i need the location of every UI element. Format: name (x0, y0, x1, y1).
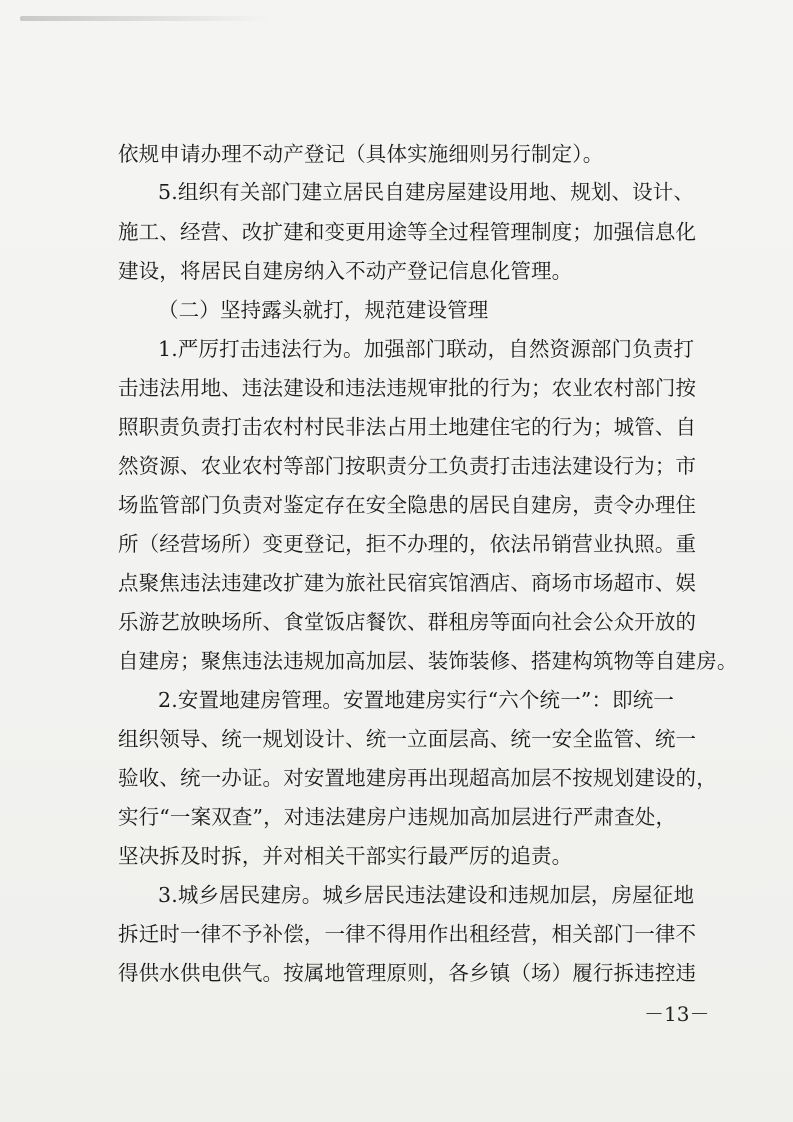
text-line: 点聚焦违法违建改扩建为旅社民宿宾馆酒店、商场市场超市、娱 (118, 571, 697, 595)
text-line: 2.安置地建房管理。安置地建房实行“六个统一”：即统一 (158, 688, 675, 712)
text-line: 然资源、农业农村等部门按职责分工负责打击违法建设行为；市 (118, 454, 697, 478)
text-line: 场监管部门负责对鉴定存在安全隐患的居民自建房，责令办理住 (118, 493, 697, 517)
text-line: 所（经营场所）变更登记，拒不办理的，依法吊销营业执照。重 (118, 532, 697, 556)
text-line: 建设，将居民自建房纳入不动产登记信息化管理。 (118, 259, 573, 283)
text-line: 组织领导、统一规划设计、统一立面层高、统一安全监管、统一 (118, 727, 697, 751)
text-line: 照职责负责打击农村村民非法占用土地建住宅的行为；城管、自 (118, 415, 697, 439)
text-line: 自建房；聚焦违法违规加高加层、装饰装修、搭建构筑物等自建房。 (118, 649, 738, 673)
text-line: 5.组织有关部门建立居民自建房屋建设用地、规划、设计、 (158, 180, 695, 204)
text-line: 施工、经营、改扩建和变更用途等全过程管理制度；加强信息化 (118, 220, 697, 244)
text-line: 依规申请办理不动产登记（具体实施细则另行制定）。 (118, 142, 604, 166)
text-line: 实行“一案双查”，对违法建房户违规加高加层进行严肃查处， (118, 805, 677, 829)
text-line: 3.城乡居民建房。城乡居民违法建设和违规加层，房屋征地 (158, 883, 695, 907)
text-line: 坚决拆及时拆，并对相关干部实行最严厉的追责。 (118, 844, 573, 868)
section-heading: （二）坚持露头就打，规范建设管理 (158, 298, 489, 322)
text-line: 拆迁时一律不予补偿，一律不得用作出租经营，相关部门一律不 (118, 922, 697, 946)
text-line: 1.严厉打击违法行为。加强部门联动，自然资源部门负责打 (158, 337, 695, 361)
text-line: 验收、统一办证。对安置地建房再出现超高加层不按规划建设的， (118, 766, 717, 790)
scan-artifact (20, 16, 270, 21)
text-line: 击违法用地、违法建设和违法违规审批的行为；农业农村部门按 (118, 376, 697, 400)
page-number: －13－ (644, 1002, 710, 1026)
text-line: 乐游艺放映场所、食堂饭店餐饮、群租房等面向社会公众开放的 (118, 610, 697, 634)
text-line: 得供水供电供气。按属地管理原则，各乡镇（场）履行拆违控违 (118, 961, 697, 985)
